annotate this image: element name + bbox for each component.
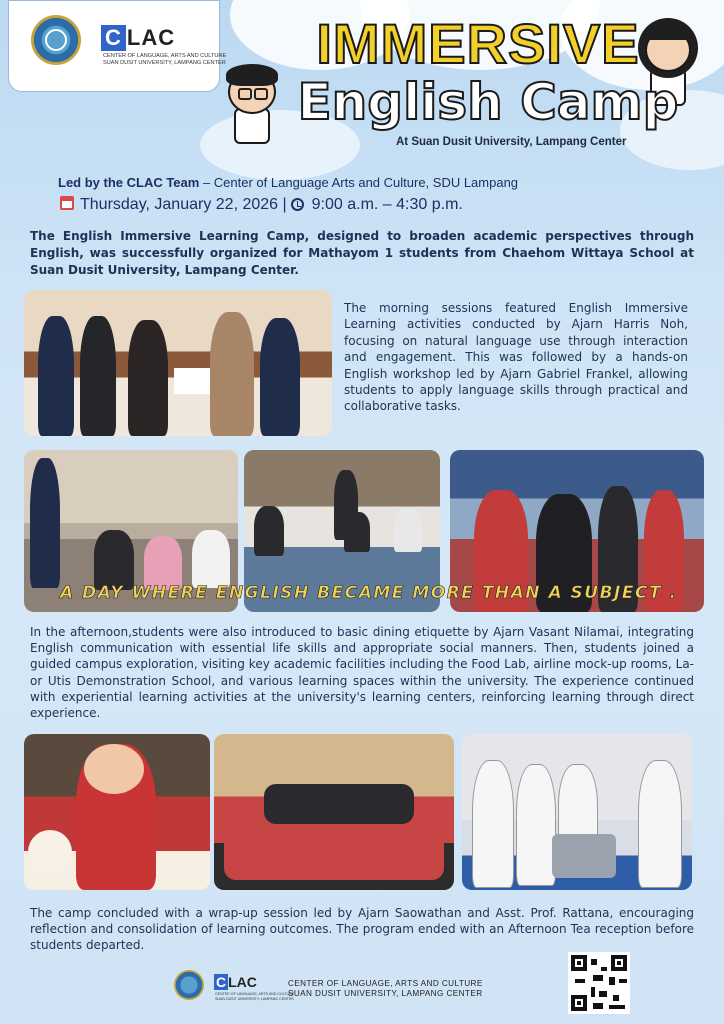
boy-cartoon-icon (222, 62, 282, 148)
photo-food-lab (462, 734, 692, 890)
title-immersive: IMMERSIVE (316, 12, 640, 75)
photo-certificate-presentation (24, 290, 332, 436)
footer-clac-logo: C LAC (216, 974, 257, 990)
photo-afternoon-tea (24, 734, 210, 890)
afternoon-paragraph: In the afternoon,students were also introduced to basic dining etiquette by Ajarn Vasant Nilamai, integrating English communication with essential life skills and appropriate social manners. Then, students joined a guided campus exploration, visiting key academic facilities including the Food Lab, airline mock-up rooms, La-or Utis Demonstration School, and various learning spaces within the university. The experience continued with experiential learning activities at the university's learning centers, reinforcing learning through direct experience. (30, 625, 694, 721)
morning-paragraph: The morning sessions featured English Immersive Learning activities conducted by Ajarn Harris Noh, focusing on natural language use through interaction and engagement. This was followed by a hands-on English workshop led by Ajarn Gabriel Frankel, allowing students to apply language skills through practical and collaborative tasks. (344, 301, 688, 414)
led-by-line: Led by the CLAC Team – Center of Language Arts and Culture, SDU Lampang (58, 175, 519, 190)
clock-icon (291, 198, 304, 211)
title-english-camp: English Camp (297, 73, 679, 131)
highlight-banner: A DAY WHERE ENGLISH BECAME MORE THAN A SUBJECT . (60, 583, 678, 603)
qr-code-icon[interactable] (568, 952, 630, 1014)
closing-paragraph: The camp concluded with a wrap-up session led by Ajarn Saowathan and Asst. Prof. Rattana, encouraging reflection and consolidation of learning outcomes. The program ended with an Afternoon Tea reception before students departed. (30, 906, 694, 953)
title-location: At Suan Dusit University, Lampang Center (396, 136, 627, 148)
intro-paragraph: The English Immersive Learning Camp, designed to broaden academic perspectives through English, was successfully organized for Mathayom 1 students from Chaehom Wittaya School at Suan Dusit University, Lampang Center. (30, 229, 694, 277)
clac-logo-subtitle: CENTER OF LANGUAGE, ARTS AND CULTURE SUAN DUSIT UNIVERSITY, LAMPANG CENTER (103, 53, 227, 66)
footer-seal-icon (174, 970, 204, 1000)
footer-clac-subtitle: CENTER OF LANGUAGE, ARTS AND CULTURE SUAN DUSIT UNIVERSITY, LAMPANG CENTER (215, 992, 295, 1001)
photo-group-classroom (214, 734, 454, 890)
clac-logo: C LAC (101, 25, 175, 51)
event-datetime: Thursday, January 22, 2026 | 9:00 a.m. – 4:30 p.m. (60, 196, 463, 214)
university-seal-icon (31, 15, 81, 65)
footer-center-name: CENTER OF LANGUAGE, ARTS AND CULTURE SUAN DUSIT UNIVERSITY, LAMPANG CENTER (288, 979, 483, 998)
calendar-icon (60, 196, 74, 210)
header-logo-box (8, 0, 227, 92)
